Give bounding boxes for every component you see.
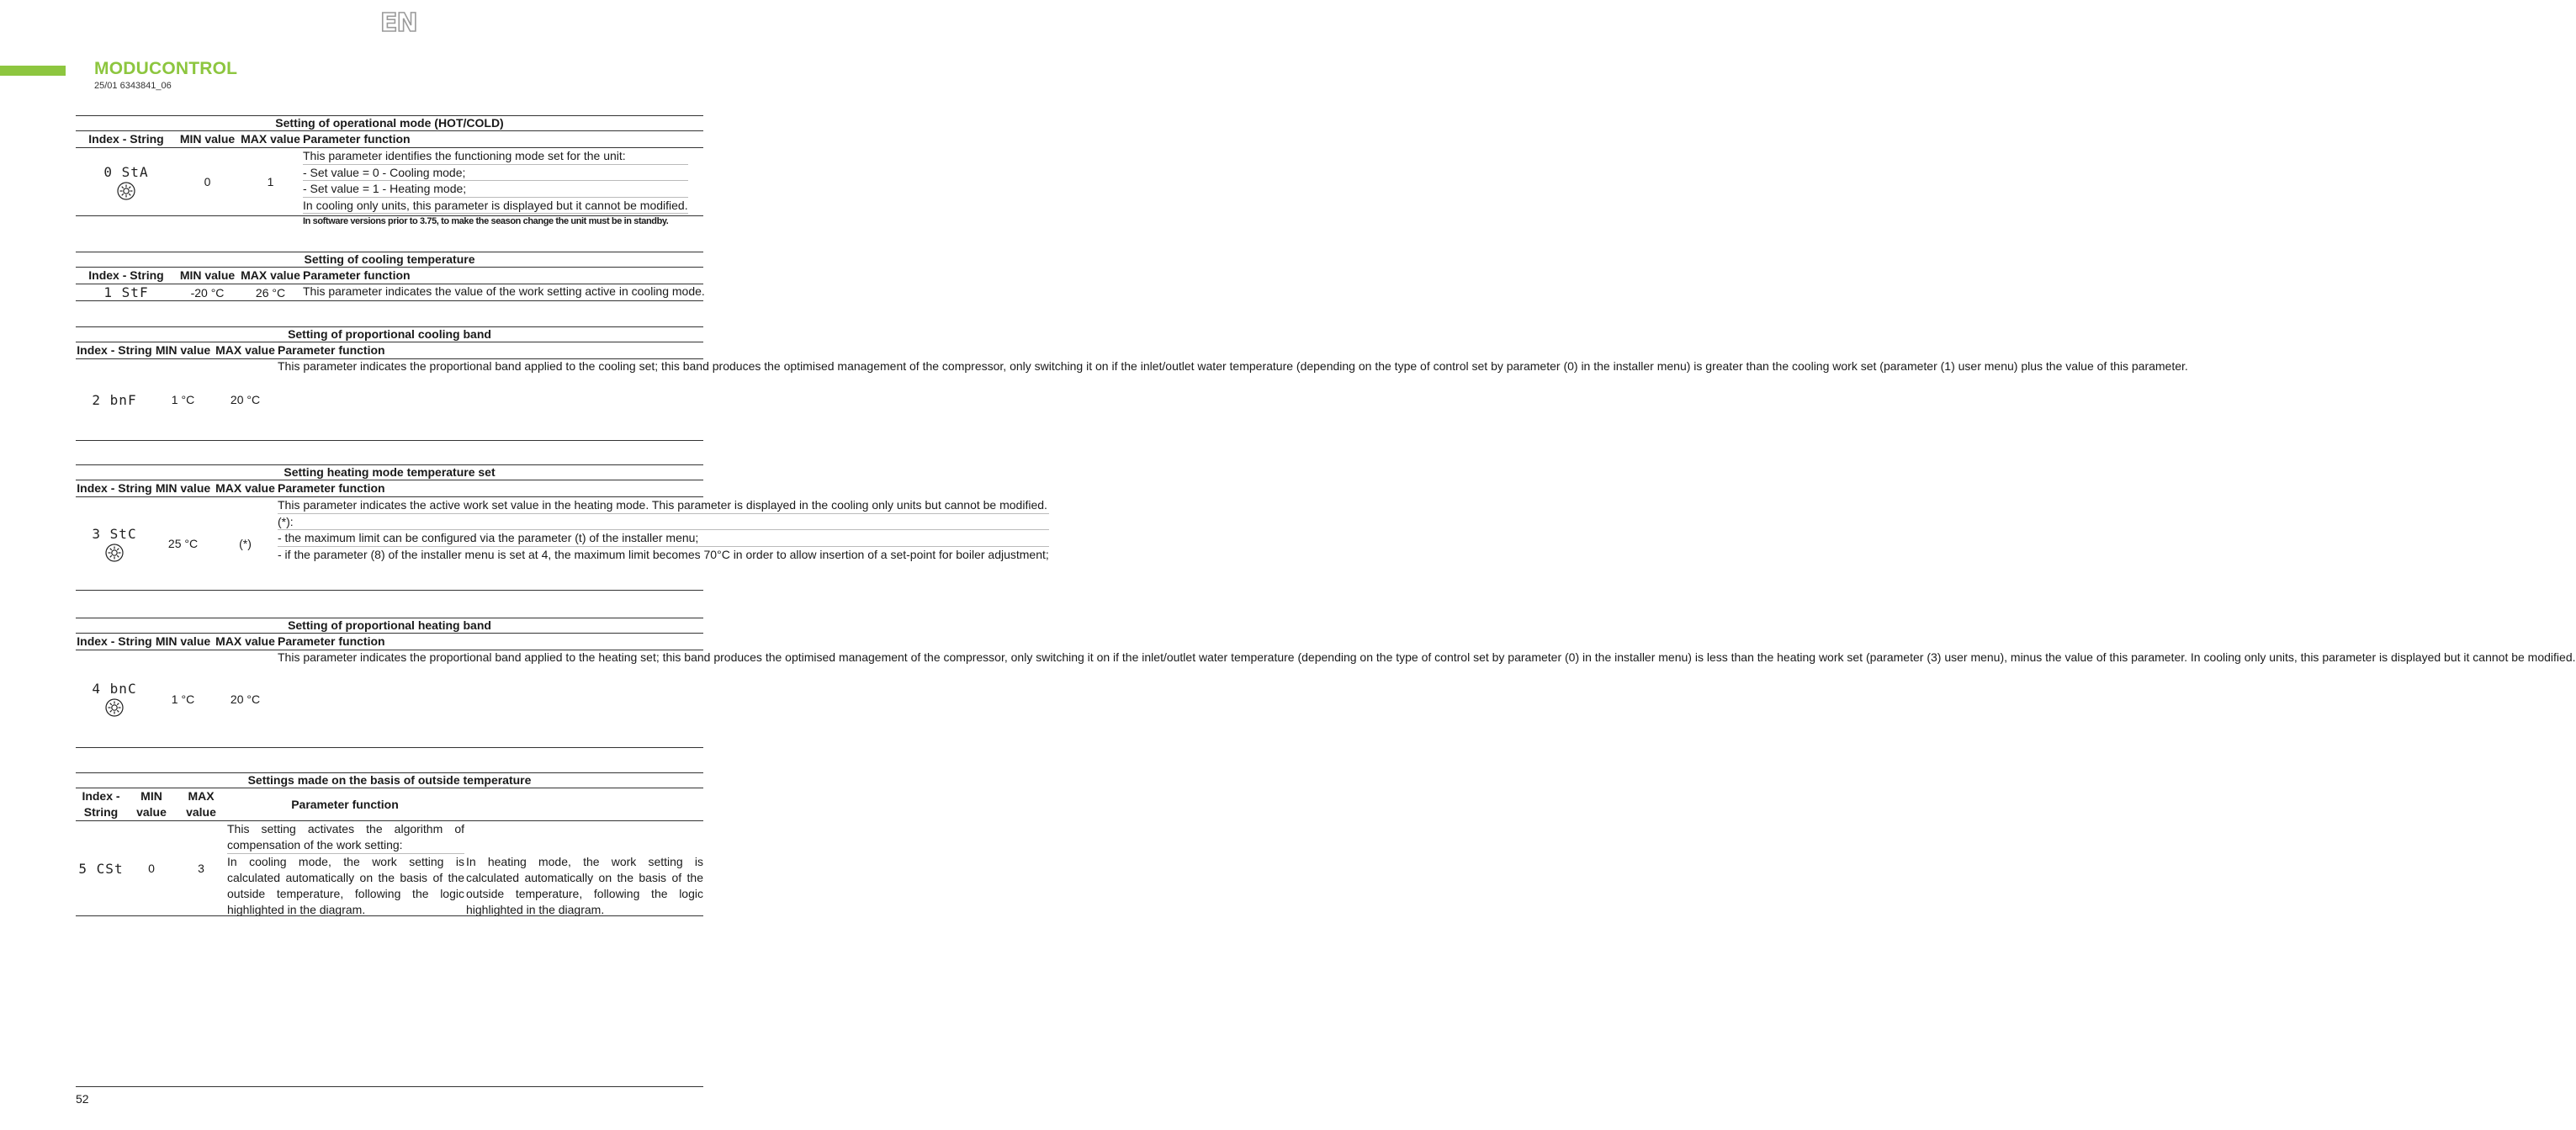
table-header	[76, 342, 703, 359]
lcd-code: 1 StF	[103, 284, 149, 300]
heating-mode-text: In heating mode, the work setting is calculated automatically on the basis of the outside temperature, following the logic highlighted in the diagram.	[466, 855, 703, 916]
index-cell	[76, 284, 177, 300]
min-cell: -20 °C	[190, 285, 225, 300]
lcd-code: 5 CSt	[78, 860, 124, 877]
sun-icon	[105, 544, 124, 562]
function-cell: This parameter indicates the value of the work setting active in cooling mode.	[303, 284, 705, 298]
col-max: MAX value	[215, 343, 275, 357]
col-max: MAX value	[215, 481, 275, 495]
param-table-1	[76, 252, 703, 301]
section-title: Settings made on the basis of outside temperature	[76, 772, 703, 788]
function-cell	[225, 821, 705, 915]
function-line: This parameter indicates the active work set value in the heating mode. This parameter is displayed in the cooling only units but cannot be modified.	[278, 497, 1049, 514]
sun-icon	[105, 698, 124, 717]
min-cell: 1 °C	[171, 393, 195, 406]
footer-rule	[76, 1086, 703, 1087]
function-line: - the maximum limit can be configured via the parameter (t) of the installer menu;	[278, 530, 1049, 547]
table-header	[76, 788, 703, 821]
table-row	[76, 359, 2188, 441]
index-cell	[76, 359, 153, 440]
page-number: 52	[76, 1092, 89, 1106]
table-header	[76, 268, 703, 284]
section-title: Setting of proportional heating band	[76, 618, 703, 634]
function-cell: This parameter indicates the proportional band applied to the heating set; this band produces the optimised management of the compressor, only switching it on if the inlet/outlet water temperature (depending on the type of control set by parameter (0) in the installer menu) is less than the heating work set (parameter (3) user menu), minus the value of this parameter. In cooling only units, this parameter is displayed but it cannot be modified.	[278, 650, 2576, 664]
col-max: MAX value	[186, 789, 216, 819]
col-min: MIN value	[179, 268, 236, 282]
col-min: MIN value	[179, 132, 236, 146]
param-table-5	[76, 772, 703, 916]
brand-title: MODUCONTROL	[94, 59, 238, 78]
document-reference: 25/01 6343841_06	[94, 81, 172, 91]
max-cell: 3	[198, 862, 204, 875]
col-function: Parameter function	[278, 481, 385, 495]
col-index: Index - String	[88, 132, 164, 146]
col-function: Parameter function	[303, 132, 411, 146]
col-min: MIN value	[136, 789, 167, 819]
function-intro: This setting activates the algorithm of compensation of the work setting:	[227, 821, 464, 854]
col-function: Parameter function	[278, 634, 385, 648]
max-cell: 26 °C	[255, 285, 286, 300]
col-index: Index - String	[77, 634, 152, 648]
col-min: MIN value	[155, 481, 211, 495]
max-cell: (*)	[239, 537, 252, 550]
sun-icon	[117, 182, 135, 200]
function-cell	[278, 497, 1049, 590]
function-cell	[303, 148, 688, 227]
software-note: In software versions prior to 3.75, to make the season change the unit must be in standby.	[303, 216, 669, 227]
table-row	[76, 148, 703, 227]
table-row	[76, 650, 2576, 748]
col-max: MAX value	[241, 268, 300, 282]
cooling-mode-text: In cooling mode, the work setting is calculated automatically on the basis of the outside temperature, following the logic highlighted in the diagram.	[227, 855, 464, 916]
min-cell: 0	[148, 862, 155, 875]
min-cell: 1 °C	[171, 692, 195, 706]
lcd-code: 0 StA	[103, 163, 149, 180]
table-header	[76, 480, 703, 497]
table-row	[76, 821, 703, 916]
function-line: This parameter identifies the functioning mode set for the unit:	[303, 148, 688, 165]
section-title: Setting of proportional cooling band	[76, 326, 703, 342]
col-min: MIN value	[155, 343, 211, 357]
col-function: Parameter function	[303, 268, 411, 282]
param-table-3	[76, 464, 1049, 591]
brand-accent-bar	[0, 66, 66, 76]
max-cell: 1	[267, 175, 274, 188]
col-index: Index - String	[77, 481, 152, 495]
col-index: Index - String	[77, 343, 152, 357]
col-max: MAX value	[215, 634, 275, 648]
min-cell: 0	[204, 175, 211, 188]
index-cell	[76, 497, 153, 590]
language-label: EN	[380, 8, 417, 38]
table-row	[76, 497, 1049, 591]
function-line: - if the parameter (8) of the installer menu is set at 4, the maximum limit becomes 70°C in order to allow insertion of a set-point for boiler adjustment;	[278, 547, 1049, 561]
max-cell: 20 °C	[230, 692, 261, 706]
index-cell	[76, 650, 153, 747]
lcd-code: 2 bnF	[92, 391, 137, 408]
function-cell: This parameter indicates the proportional band applied to the cooling set; this band produces the optimised management of the compressor, only switching it on if the inlet/outlet water temperature (depending on the type of control set by parameter (0) in the installer menu) is greater than the cooling work set (parameter (1) user menu) plus the value of this parameter.	[278, 359, 2188, 373]
param-table-0	[76, 115, 703, 227]
min-cell: 25 °C	[167, 537, 199, 550]
index-cell	[76, 821, 126, 915]
col-function: Parameter function	[291, 797, 399, 811]
param-table-4	[76, 618, 2576, 748]
table-header	[76, 131, 703, 148]
section-title: Setting of cooling temperature	[76, 252, 703, 268]
table-header	[76, 634, 703, 650]
function-line: - Set value = 1 - Heating mode;	[303, 181, 688, 198]
function-line: - Set value = 0 - Cooling mode;	[303, 165, 688, 182]
col-function: Parameter function	[278, 343, 385, 357]
param-table-2	[76, 326, 2188, 441]
col-max: MAX value	[241, 132, 300, 146]
lcd-code: 3 StC	[92, 525, 137, 542]
lcd-code: 4 bnC	[92, 681, 137, 697]
section-title: Setting heating mode temperature set	[76, 464, 703, 480]
col-index: Index - String	[88, 268, 164, 282]
max-cell: 20 °C	[230, 393, 261, 406]
index-cell	[76, 148, 177, 215]
table-row	[76, 284, 703, 301]
section-title: Setting of operational mode (HOT/COLD)	[76, 115, 703, 131]
col-min: MIN value	[155, 634, 211, 648]
function-line: In cooling only units, this parameter is displayed but it cannot be modified.	[303, 198, 688, 215]
col-index: Index - String	[82, 789, 120, 819]
function-line: (*):	[278, 514, 1049, 531]
